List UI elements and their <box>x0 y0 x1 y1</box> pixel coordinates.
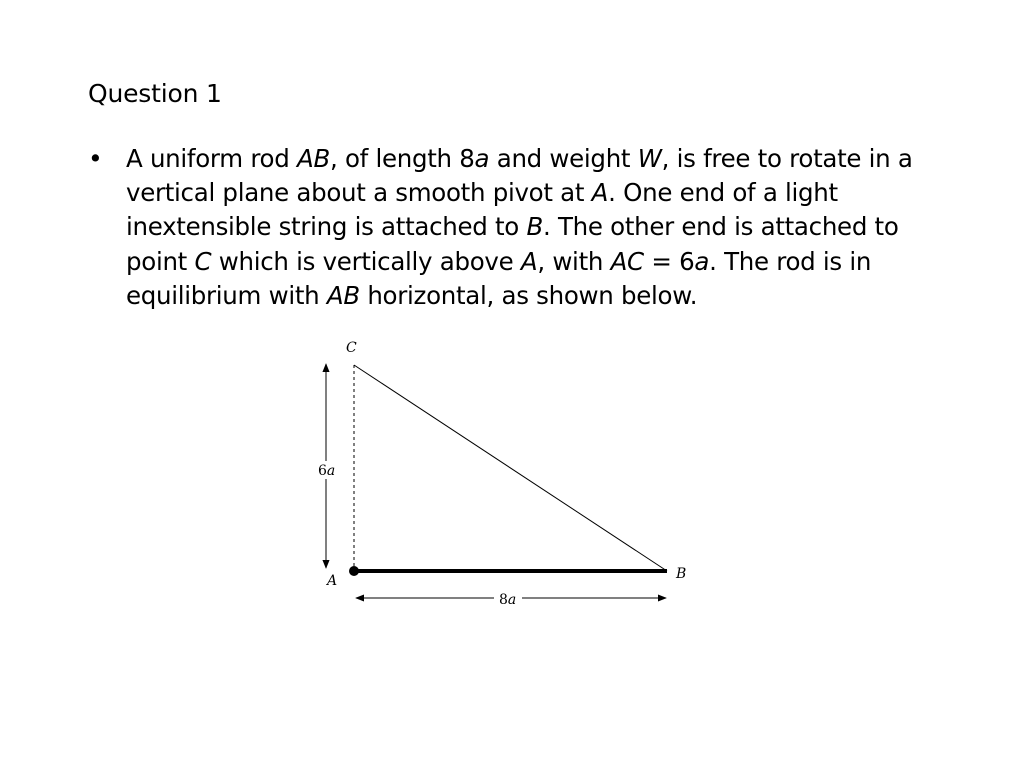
paragraph-italic-term: A <box>591 178 609 208</box>
rod-diagram-svg <box>300 335 720 625</box>
paragraph-text-run: , with <box>537 246 611 276</box>
paragraph-italic-term: A <box>520 246 538 276</box>
rod-diagram <box>300 335 720 629</box>
question-heading: Question 1 <box>88 79 222 108</box>
paragraph-italic-term: AB <box>326 280 360 310</box>
paragraph-text-run: and weight <box>489 144 638 173</box>
length-label: 8a <box>499 592 517 608</box>
bullet-marker: • <box>88 144 103 173</box>
question-paragraph <box>126 142 941 313</box>
height-label: 6a <box>318 463 336 479</box>
string-cb <box>354 365 667 571</box>
paragraph-text-run: , of length 8 <box>329 144 475 173</box>
paragraph-text-run: = 6 <box>643 246 695 276</box>
paragraph-text-run: . The rod is in equilibrium with <box>126 246 872 310</box>
paragraph-italic-term: W <box>637 144 662 173</box>
paragraph-text-run: , is free to rotate in a vertical plane about a smooth pivot at <box>126 144 913 208</box>
paragraph-text-run: . One end of a light inextensible string is attached to <box>126 178 838 242</box>
paragraph-text-run: . The other end is attached to point <box>126 212 899 276</box>
paragraph-italic-term: AB <box>297 144 330 173</box>
paragraph-italic-term: AC <box>610 246 644 276</box>
label-a: A <box>327 573 338 589</box>
paragraph-text-run: horizontal, as shown below. <box>359 280 698 310</box>
paragraph-italic-term: B <box>526 212 544 242</box>
paragraph-italic-term: a <box>474 144 490 173</box>
pivot-point-a <box>349 566 359 576</box>
paragraph-text-run: which is vertically above <box>211 246 521 276</box>
paragraph-italic-term: C <box>194 246 212 276</box>
paragraph-text-run: A uniform rod <box>126 144 297 173</box>
paragraph-italic-term: a <box>694 246 710 276</box>
label-c: C <box>346 340 357 356</box>
label-b: B <box>676 566 687 582</box>
